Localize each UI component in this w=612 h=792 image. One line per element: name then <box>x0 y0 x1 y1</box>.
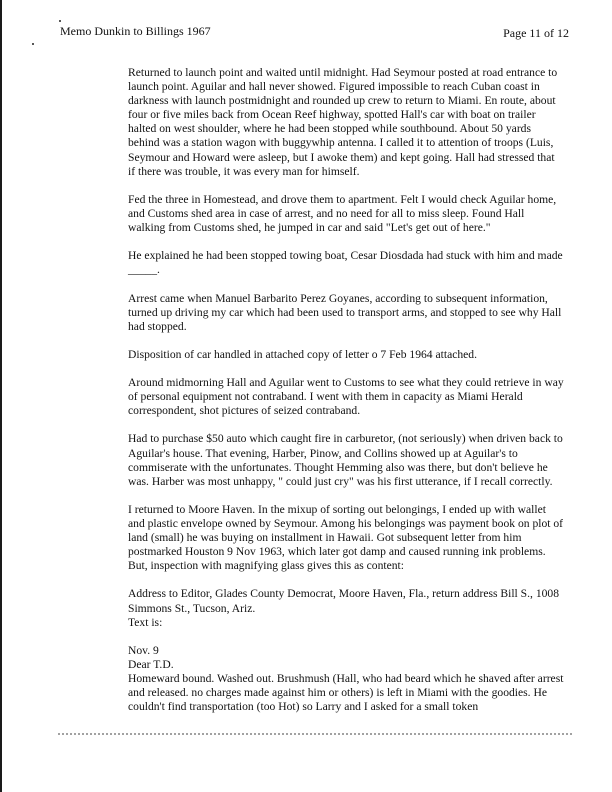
paragraph: Had to purchase $50 auto which caught fire in carburetor, (not seriously) when driven back to Aguilar's house. That evening, Harber, Pinow, and Collins showed up at Aguilar's to commiserate with the unfortunates. Thought Hemming also was there, but don't believe he was. Harber was most unhappy, " could just cry" was his first utterance, if I recall correctly. <box>128 432 563 488</box>
paragraph: Arrest came when Manuel Barbarito Perez Goyanes, according to subsequent information, turned up driving my car which had been used to transport arms, and stopped to see why Hall had stopped. <box>128 291 562 333</box>
letter-body: Homeward bound. Washed out. Brushmush (Hall, who had beard which he shaved after arrest and released. no charges made against him or others) is left in Miami with the goodies. He couldn't find transportation (too Hot) so Larry and I asked for a small token <box>128 672 564 714</box>
paragraph: Fed the three in Homestead, and drove them to apartment. Felt I would check Aguilar home, and Customs shed area in case of arrest, and no need for all to miss sleep. Found Hall walking from Customs shed, he jumped in car and said "Let's get out of here." <box>128 192 557 235</box>
paragraph: Disposition of car handled in attached copy of letter o 7 Feb 1964 attached. <box>128 347 477 361</box>
address-line: Address to Editor, Glades County Democrat, Moore Haven, Fla., return address Bill S., 1008 Simmons St., Tucson, Ariz. <box>128 587 560 615</box>
text-is-label: Text is: <box>128 615 163 629</box>
paragraph: Returned to launch point and waited until midnight. Had Seymour posted at road entrance to launch point. Aguilar and hall never showed. Figured impossible to reach Cuban coast in darkness with launch postmidnight and rounded up crew to return to Miami. En route, about four or five miles back from Ocean Reef highway, spotted Hall's car with boat on trailer halted on west shoulder, where he had been stopped while southbound. About 50 yards behind was a station wagon with buggywhip antenna. I called it to attention of troops (Luis, Seymour and Howard were asleep, but I awoke them) and kept going. Hall had stressed that if there was trouble, it was every man for himself. <box>128 66 558 178</box>
letter-salutation: Dear T.D. <box>128 657 174 671</box>
letter-date: Nov. 9 <box>128 643 159 657</box>
scan-speck <box>59 20 61 22</box>
memo-title: Memo Dunkin to Billings 1967 <box>60 24 211 38</box>
paragraph: He explained he had been stopped towing boat, Cesar Diosdada had stuck with him and made _____. <box>128 249 563 277</box>
paragraph: Around midmorning Hall and Aguilar went to Customs to see what they could retrieve in way of personal equipment not contraband. I went with them in capacity as Miami Herald correspondent, shot pictures of seized contraband. <box>128 376 564 418</box>
paragraph: I returned to Moore Haven. In the mixup of sorting out belongings, I ended up with wallet and plastic envelope owned by Seymour. Among his belongings was payment book on plot of land (small) he was buying on installment in Hawaii. Got subsequent letter from him postmarked Houston 9 Nov 1963, which later got damp and caused running ink problems. But, inspection with magnifying glass gives this as content: <box>128 502 564 573</box>
memo-body <box>128 66 564 714</box>
page-number: Page 11 of 12 <box>503 26 569 40</box>
page-left-edge <box>0 0 2 792</box>
scan-speck <box>32 43 34 45</box>
faded-footer-line <box>58 733 572 735</box>
